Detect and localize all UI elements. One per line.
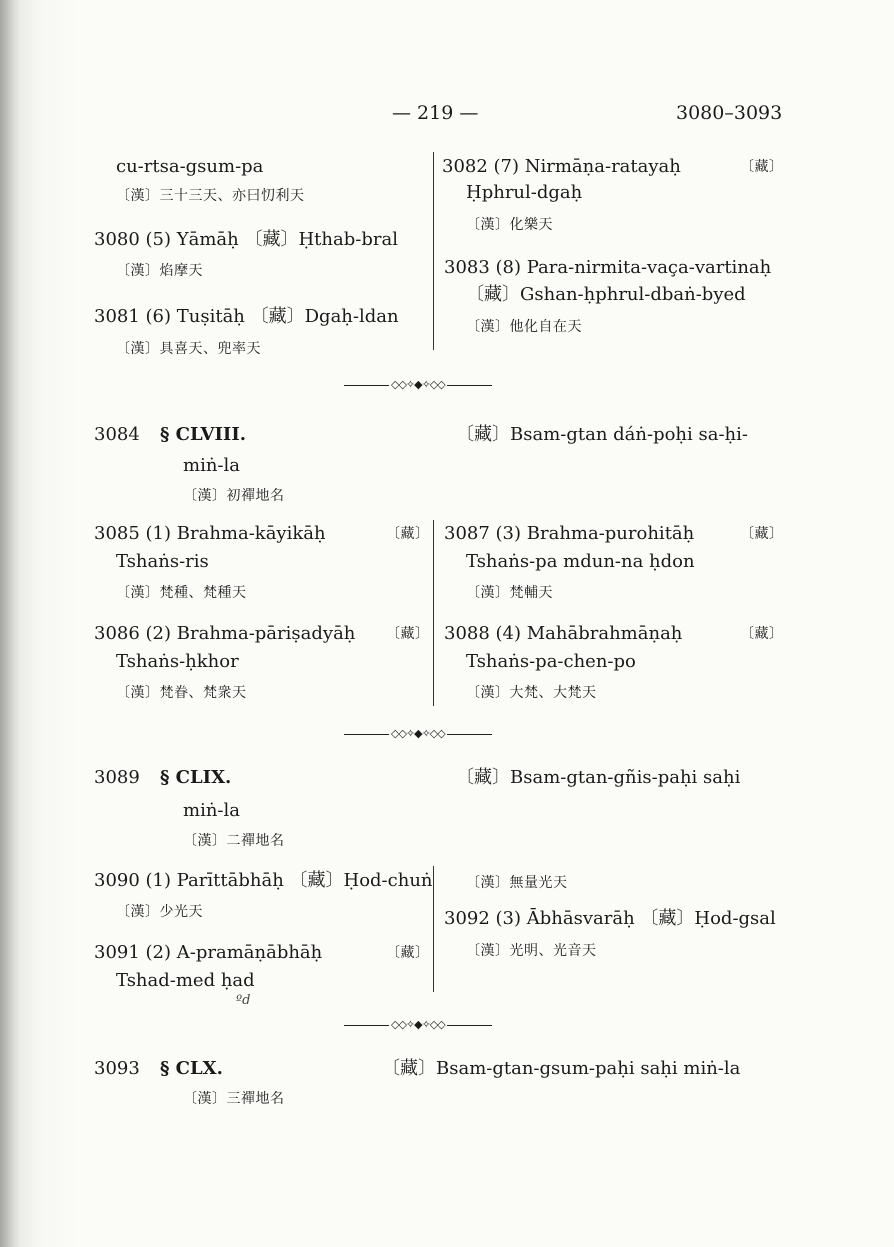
tibetan-tag: 〔藏〕 — [386, 945, 430, 961]
section-ornament: ◇◇✧◆✧◇◇ — [344, 727, 492, 741]
chinese-gloss: 〔漢〕梵輔天 — [466, 585, 553, 601]
tibetan-tag: 〔藏〕 — [740, 626, 784, 642]
section-heading: § CLX. — [160, 1058, 223, 1079]
chinese-gloss: 〔漢〕初禪地名 — [183, 488, 285, 504]
chinese-gloss: 〔漢〕化樂天 — [466, 217, 553, 233]
section-ornament: ◇◇✧◆✧◇◇ — [344, 378, 492, 392]
tibetan-tag: 〔藏〕 — [386, 626, 430, 642]
chinese-gloss: 〔漢〕梵種、梵種天 — [116, 585, 247, 601]
section-tibetan-title: 〔藏〕Bsam-gtan-gñis-paḥi saḥi — [456, 767, 741, 788]
tibetan-term: Ḥphrul-dgaḥ — [466, 182, 583, 203]
section-tibetan-cont: miṅ-la — [183, 455, 240, 476]
handwritten-mark: ºd — [236, 993, 251, 1008]
tibetan-tag: 〔藏〕 — [740, 526, 784, 542]
entry-3087: 3087 (3) Brahma-purohitāḥ — [444, 523, 695, 544]
chinese-gloss: 〔漢〕少光天 — [116, 904, 203, 920]
entry-3083: 3083 (8) Para-nirmita-vaça-vartinaḥ — [444, 257, 772, 278]
chinese-gloss: 〔漢〕梵眷、梵衆天 — [116, 685, 247, 701]
page-edge-shadow — [0, 0, 20, 1247]
column-divider — [433, 520, 434, 706]
tibetan-term: Tshaṅs-ris — [116, 551, 209, 572]
tibetan-term: 〔藏〕Gshan-ḥphrul-dbaṅ-byed — [466, 284, 746, 305]
entry-3080: 3080 (5) Yāmāḥ 〔藏〕Ḥthab-bral — [94, 229, 398, 250]
chinese-gloss: 〔漢〕他化自在天 — [466, 319, 582, 335]
entry-3086: 3086 (2) Brahma-pāriṣadyāḥ — [94, 623, 356, 644]
continued-tibetan: cu-rtsa-gsum-pa — [116, 156, 264, 177]
tibetan-tag: 〔藏〕 — [386, 526, 430, 542]
section-tibetan-title: 〔藏〕Bsam-gtan-gsum-paḥi saḥi miṅ-la — [382, 1058, 741, 1079]
entry-3093-number: 3093 — [94, 1058, 140, 1079]
entry-3089-number: 3089 — [94, 767, 140, 788]
tibetan-tag: 〔藏〕 — [740, 159, 784, 175]
column-divider — [433, 866, 434, 992]
chinese-gloss: 〔漢〕焰摩天 — [116, 263, 203, 279]
entry-range: 3080–3093 — [676, 102, 783, 124]
chinese-gloss: 〔漢〕具喜天、兜率天 — [116, 341, 261, 357]
chinese-gloss: 〔漢〕二禪地名 — [183, 833, 285, 849]
section-ornament: ◇◇✧◆✧◇◇ — [344, 1018, 492, 1032]
entry-3082: 3082 (7) Nirmāṇa-ratayaḥ — [442, 156, 681, 177]
tibetan-term: Tshaṅs-pa mdun-na ḥdon — [466, 551, 695, 572]
tibetan-term: Tshaṅs-ḥkhor — [116, 651, 239, 672]
entry-3092: 3092 (3) Ābhāsvarāḥ 〔藏〕Ḥod-gsal — [444, 908, 776, 929]
column-divider — [433, 152, 434, 350]
entry-3085: 3085 (1) Brahma-kāyikāḥ — [94, 523, 326, 544]
chinese-gloss: 〔漢〕大梵、大梵天 — [466, 685, 597, 701]
entry-3088: 3088 (4) Mahābrahmāṇaḥ — [444, 623, 683, 644]
chinese-gloss: 〔漢〕無量光天 — [466, 875, 568, 891]
entry-3090: 3090 (1) Parīttābhāḥ 〔藏〕Ḥod-chuṅ — [94, 870, 433, 891]
entry-3084-number: 3084 — [94, 424, 140, 445]
section-heading: § CLIX. — [160, 767, 232, 788]
page-number: — 219 — — [392, 102, 479, 124]
section-tibetan-cont: miṅ-la — [183, 800, 240, 821]
chinese-gloss: 〔漢〕三十三天、亦曰忉利天 — [116, 188, 305, 204]
tibetan-term: Tshaṅs-pa-chen-po — [466, 651, 636, 672]
section-tibetan-title: 〔藏〕Bsam-gtan dáṅ-poḥi sa-ḥi- — [456, 424, 748, 445]
entry-3081: 3081 (6) Tuṣitāḥ 〔藏〕Dgaḥ-ldan — [94, 306, 399, 327]
section-heading: § CLVIII. — [160, 424, 247, 445]
chinese-gloss: 〔漢〕三禪地名 — [183, 1091, 285, 1107]
chinese-gloss: 〔漢〕光明、光音天 — [466, 943, 597, 959]
tibetan-term: Tshad-med ḥad — [116, 970, 255, 991]
entry-3091: 3091 (2) A-pramāṇābhāḥ — [94, 942, 323, 963]
